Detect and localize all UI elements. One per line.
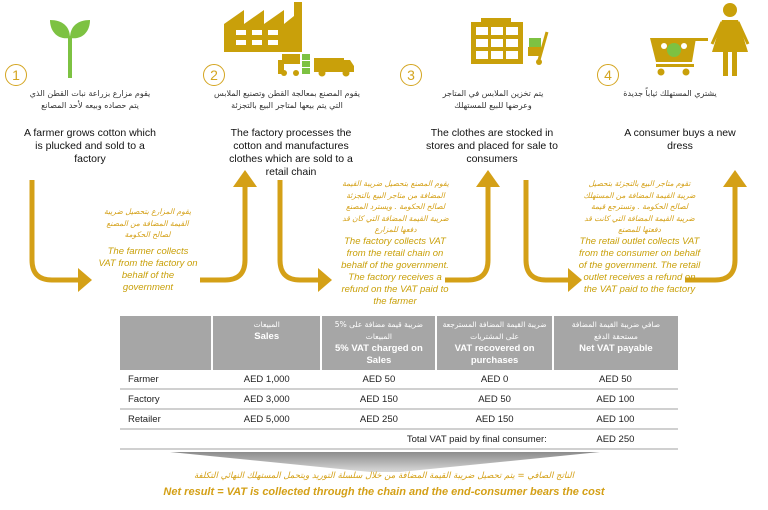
header-vat-recovered: ضريبة القيمة المضافة المسترجعة على المشتريات VAT recovered on purchases: [436, 316, 552, 370]
header-net-vat: صافي ضريبة القيمة المضافة مستحقة الدفع Net VAT payable: [553, 316, 678, 370]
total-row: [120, 429, 678, 449]
table-row: Retailer AED 5,000 AED 250 AED 150 AED 100: [120, 409, 678, 429]
result-english: Net result = VAT is collected through the chain and the end-consumer bears the cost: [163, 486, 605, 498]
total-value: AED 250: [553, 429, 678, 449]
step-number-1: 1: [5, 64, 27, 86]
step-3-arabic: يتم تخزين الملابس في المتاجر وعرضها للبيع للمستهلك: [442, 89, 544, 110]
table-row: Factory AED 3,000 AED 150 AED 50 AED 100: [120, 389, 678, 409]
step-2-arabic: يقوم المصنع بمعالجة القطن وتصنيع الملابس التي يتم بيعها لمتاجر البيع بالتجزئة: [214, 89, 360, 110]
header-blank: [120, 316, 212, 370]
step-4-arabic: يشتري المستهلك ثياباً جديدة: [623, 89, 717, 98]
flow-3-arabic: تقوم متاجر البيع بالتجزئة بتحصيل ضريبة القيمة المضافة من المستهلك لصالح الحكومة . وتسترجع قيمة ضريبة القيمة المضافة التي كانت قد دفعتها للمصنع: [583, 179, 696, 234]
step-1-english: A farmer grows cotton which is plucked and sold to a factory: [24, 127, 156, 165]
result-arabic: الناتج الصافي = يتم تحصيل ضريبة القيمة المضافة من خلال سلسلة التوريد ويتحمل المستهلك النهائي التكلفة: [193, 471, 574, 481]
step-number-3: 3: [400, 64, 422, 86]
flow-2-arabic: يقوم المصنع بتحصيل ضريبة القيمة المضافة من متاجر البيع بالتجزئة لصالح الحكومة . ويسترد المصنع ضريبة القيمة المضافة التي كان قد دفعها للمزارع: [342, 179, 449, 234]
step-1-arabic: يقوم مزارع بزراعة نبات القطن الذي يتم حصاده وبيعه لأحد المصانع: [29, 89, 151, 110]
flow-2-english: The factory collects VAT from the retail chain on behalf of the government. The factory receives a refund on the VAT paid to the farmer: [341, 236, 449, 307]
step-4-english: A consumer buys a new dress: [624, 127, 736, 152]
header-sales: المبيعات Sales: [212, 316, 321, 370]
total-label: Total VAT paid by final consumer:: [120, 429, 553, 449]
step-number-2: 2: [203, 64, 225, 86]
header-vat-charged: 5% ضريبة قيمة مضافة على المبيعات 5% VAT charged on Sales: [321, 316, 436, 370]
vat-table: [120, 316, 678, 450]
flow-1-arabic: يقوم المزارع بتحصيل ضريبة القيمة المضافة من المصنع لصالح الحكومة: [103, 207, 192, 239]
step-number-4: 4: [597, 64, 619, 86]
step-3-english: The clothes are stocked in stores and placed for sale to consumers: [426, 127, 558, 165]
funnel-arrow-icon: [170, 452, 600, 472]
table-row: Farmer AED 1,000 AED 50 AED 0 AED 50: [120, 370, 678, 389]
step-2-english: The factory processes the cotton and manufactures clothes which are sold to a retail chain: [229, 127, 353, 178]
flow-1-english: The farmer collects VAT from the factory on behalf of the government: [98, 246, 198, 293]
flow-3-english: The retail outlet collects VAT from the consumer on behalf of the government. The retail outlet receives a refund on the VAT paid to the factory: [578, 236, 701, 295]
